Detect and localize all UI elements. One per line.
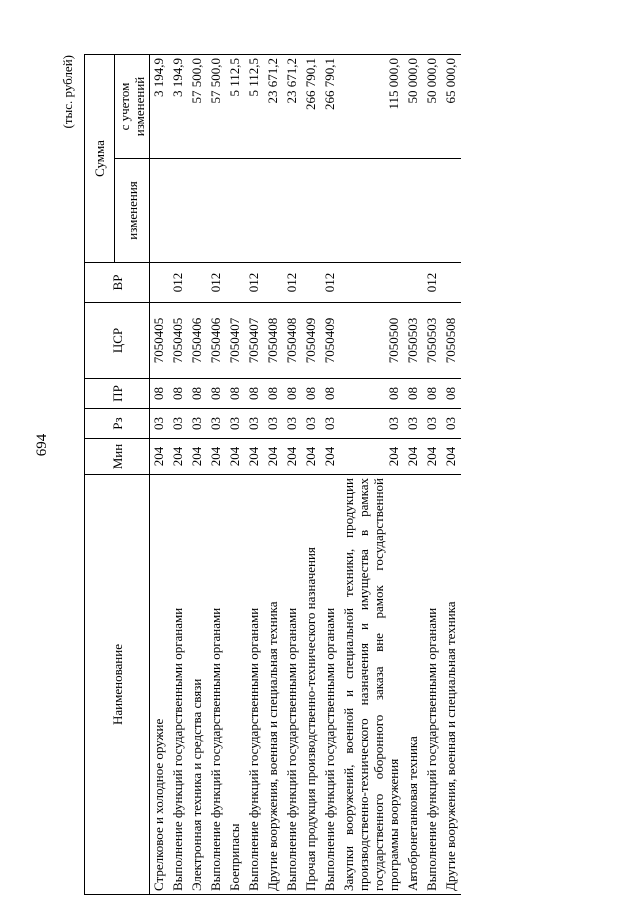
cell-rz: 03 [188, 409, 207, 439]
cell-min: 204 [150, 439, 170, 475]
cell-csr: 7050407 [226, 303, 245, 379]
cell-csr: 7050409 [321, 303, 340, 379]
page-number: 694 [34, 433, 50, 457]
cell-changes [226, 159, 245, 263]
rotated-page-content [60, 55, 600, 895]
cell-csr: 7050408 [283, 303, 302, 379]
table-row [404, 55, 423, 895]
cell-csr: 7050406 [188, 303, 207, 379]
cell-pr: 08 [423, 379, 442, 409]
cell-vr: 012 [423, 263, 442, 303]
table-row [321, 55, 340, 895]
cell-name: Электронная техника и средства связи [188, 475, 207, 895]
cell-with-changes: 5 112,5 [245, 55, 264, 159]
cell-with-changes: 3 194,9 [169, 55, 188, 159]
cell-changes [321, 159, 340, 263]
cell-with-changes: 266 790,1 [321, 55, 340, 159]
cell-pr: 08 [442, 379, 461, 409]
cell-min: 204 [188, 439, 207, 475]
cell-rz: 03 [423, 409, 442, 439]
cell-min: 204 [321, 439, 340, 475]
cell-changes [169, 159, 188, 263]
cell-csr: 7050405 [150, 303, 170, 379]
table-row [302, 55, 321, 895]
table-body [150, 55, 462, 895]
cell-changes [245, 159, 264, 263]
cell-min: 204 [340, 439, 404, 475]
table-row [245, 55, 264, 895]
cell-csr: 7050406 [207, 303, 226, 379]
cell-pr: 08 [404, 379, 423, 409]
cell-pr: 08 [321, 379, 340, 409]
cell-min: 204 [226, 439, 245, 475]
cell-vr [340, 263, 404, 303]
cell-name: Боеприпасы [226, 475, 245, 895]
cell-csr: 7050405 [169, 303, 188, 379]
cell-changes [302, 159, 321, 263]
cell-rz: 03 [169, 409, 188, 439]
cell-min: 204 [169, 439, 188, 475]
budget-table [84, 54, 461, 895]
cell-pr: 08 [302, 379, 321, 409]
cell-name: Выполнение функций государственными органами [245, 475, 264, 895]
cell-name: Другие вооружения, военная и специальная техника [264, 475, 283, 895]
cell-name: Автобронетанковая техника [404, 475, 423, 895]
cell-rz: 03 [226, 409, 245, 439]
table-row [340, 55, 404, 895]
cell-rz: 03 [283, 409, 302, 439]
cell-vr [264, 263, 283, 303]
cell-vr: 012 [283, 263, 302, 303]
cell-vr [404, 263, 423, 303]
table-row [423, 55, 442, 895]
cell-vr [188, 263, 207, 303]
table-row [283, 55, 302, 895]
cell-changes [404, 159, 423, 263]
cell-min: 204 [302, 439, 321, 475]
cell-with-changes: 65 000,0 [442, 55, 461, 159]
cell-csr: 7050408 [264, 303, 283, 379]
cell-name: Другие вооружения, военная и специальная техника [442, 475, 461, 895]
cell-changes [442, 159, 461, 263]
cell-name: Закупки вооружений, военной и специальной техники, продукции производственно-технического назначения и имущества в рамках государственного оборонного заказа вне рамок государственной программы вооружения [340, 475, 404, 895]
header-rz: Рз [85, 409, 150, 439]
cell-name: Выполнение функций государственными органами [169, 475, 188, 895]
cell-with-changes: 57 500,0 [188, 55, 207, 159]
table-row [442, 55, 461, 895]
cell-with-changes: 23 671,2 [264, 55, 283, 159]
table-row [169, 55, 188, 895]
cell-changes [207, 159, 226, 263]
cell-with-changes: 3 194,9 [150, 55, 170, 159]
cell-vr [302, 263, 321, 303]
cell-pr: 08 [264, 379, 283, 409]
cell-vr: 012 [169, 263, 188, 303]
cell-name: Выполнение функций государственными органами [321, 475, 340, 895]
cell-rz: 03 [245, 409, 264, 439]
cell-with-changes: 115 000,0 [340, 55, 404, 159]
cell-vr: 012 [321, 263, 340, 303]
cell-name: Выполнение функций государственными органами [423, 475, 442, 895]
cell-csr: 7050503 [404, 303, 423, 379]
units-note: (тыс. рублей) [60, 55, 75, 129]
cell-rz: 03 [404, 409, 423, 439]
cell-csr: 7050500 [340, 303, 404, 379]
cell-name: Прочая продукция производственно-технического назначения [302, 475, 321, 895]
cell-changes [150, 159, 170, 263]
cell-min: 204 [404, 439, 423, 475]
cell-min: 204 [207, 439, 226, 475]
cell-rz: 03 [150, 409, 170, 439]
cell-vr: 012 [245, 263, 264, 303]
table-row [150, 55, 170, 895]
cell-pr: 08 [169, 379, 188, 409]
cell-min: 204 [264, 439, 283, 475]
header-with-changes: с учетом изменений [115, 55, 150, 159]
cell-vr [226, 263, 245, 303]
cell-changes [340, 159, 404, 263]
table-row [188, 55, 207, 895]
cell-pr: 08 [340, 379, 404, 409]
cell-pr: 08 [283, 379, 302, 409]
header-csr: ЦСР [85, 303, 150, 379]
cell-min: 204 [283, 439, 302, 475]
cell-csr: 7050409 [302, 303, 321, 379]
header-name: Наименование [85, 475, 150, 895]
cell-rz: 03 [302, 409, 321, 439]
cell-rz: 03 [321, 409, 340, 439]
cell-pr: 08 [207, 379, 226, 409]
cell-pr: 08 [245, 379, 264, 409]
cell-with-changes: 23 671,2 [283, 55, 302, 159]
header-min: Мин [85, 439, 150, 475]
cell-with-changes: 5 112,5 [226, 55, 245, 159]
cell-csr: 7050407 [245, 303, 264, 379]
cell-min: 204 [442, 439, 461, 475]
cell-changes [188, 159, 207, 263]
cell-name: Стрелковое и холодное оружие [150, 475, 170, 895]
cell-pr: 08 [150, 379, 170, 409]
header-changes: изменения [115, 159, 150, 263]
cell-csr: 7050503 [423, 303, 442, 379]
cell-vr [150, 263, 170, 303]
header-sum: Сумма [85, 55, 115, 263]
cell-with-changes: 50 000,0 [404, 55, 423, 159]
cell-vr [442, 263, 461, 303]
header-vr: ВР [85, 263, 150, 303]
cell-with-changes: 266 790,1 [302, 55, 321, 159]
cell-vr: 012 [207, 263, 226, 303]
cell-rz: 03 [340, 409, 404, 439]
cell-name: Выполнение функций государственными органами [207, 475, 226, 895]
cell-rz: 03 [264, 409, 283, 439]
cell-name: Выполнение функций государственными органами [283, 475, 302, 895]
header-pr: ПР [85, 379, 150, 409]
cell-min: 204 [423, 439, 442, 475]
cell-rz: 03 [442, 409, 461, 439]
cell-with-changes: 57 500,0 [207, 55, 226, 159]
cell-min: 204 [245, 439, 264, 475]
cell-csr: 7050508 [442, 303, 461, 379]
cell-changes [423, 159, 442, 263]
cell-changes [283, 159, 302, 263]
cell-pr: 08 [226, 379, 245, 409]
cell-changes [264, 159, 283, 263]
table-row [264, 55, 283, 895]
cell-rz: 03 [207, 409, 226, 439]
table-row [226, 55, 245, 895]
table-row [207, 55, 226, 895]
cell-with-changes: 50 000,0 [423, 55, 442, 159]
cell-pr: 08 [188, 379, 207, 409]
